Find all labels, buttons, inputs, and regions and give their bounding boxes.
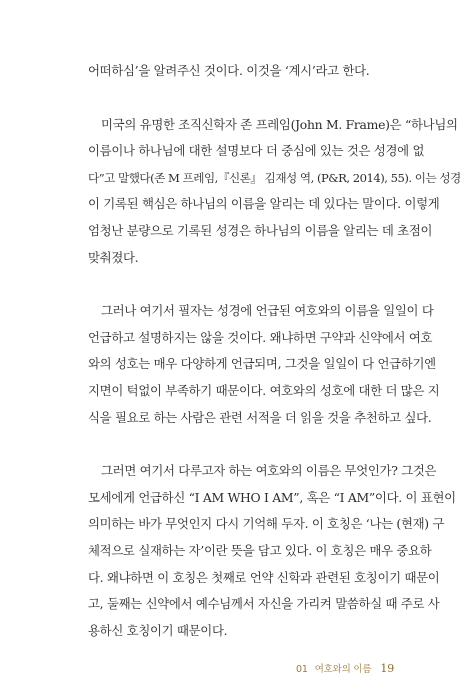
text-line: 이 기록된 핵심은 하나님의 이름을 알리는 데 있다는 말이다. 이렇게 [88, 196, 440, 212]
text-line: 모세에게 언급하신 “I AM WHO I AM”, 혹은 “I AM”이다. 이 표현이 [88, 489, 456, 505]
paragraph [88, 298, 440, 431]
chapter-number: 01 [296, 664, 308, 675]
page-footer [296, 661, 394, 675]
paragraph [88, 112, 461, 272]
paragraph-gap [88, 271, 392, 298]
text-line: 엄청난 분량으로 기록된 성경은 하나님의 이름을 알리는 데 초점이 [88, 222, 433, 238]
text-line: 체적으로 실재하는 자’이란 뜻을 담고 있다. 이 호칭은 매우 중요하 [88, 542, 432, 558]
text-line: 와의 성호는 매우 다양하게 언급되며, 그것을 일일이 다 언급하기엔 [88, 356, 436, 372]
text-line: 용하신 호칭이기 때문이다. [88, 622, 228, 638]
chapter-title: 여호와의 이름 [314, 664, 372, 675]
text-line: 식을 필요로 하는 사람은 관련 서적을 더 읽을 것을 추천하고 싶다. [88, 409, 432, 425]
text-line: 고, 둘째는 신약에서 예수님께서 자신을 가리켜 말씀하실 때 주로 사 [88, 596, 440, 612]
text-line: 어떠하심’을 알려주신 것이다. 이것을 ‘계시’라고 한다. [88, 63, 370, 78]
text-line: 지면이 턱없이 부족하기 때문이다. 여호와의 성호에 대한 더 많은 지 [88, 382, 440, 398]
paragraph-gap [88, 431, 392, 458]
text-line: 미국의 유명한 조직신학자 존 프레임(John M. Frame)은 “하나님의 [101, 116, 458, 132]
text-line: 다”고 말했다(존 M 프레임,『신론』 김재성 역, (P&R, 2014), 55). 이는 성경 [88, 170, 461, 185]
body-text [88, 58, 461, 644]
text-line: 다. 왜냐하면 이 호칭은 첫째로 언약 신학과 관련된 호칭이기 때문이 [88, 569, 440, 585]
page-number: 19 [380, 662, 394, 675]
paragraph-gap [88, 85, 392, 112]
text-line: 그러면 여기서 다루고자 하는 여호와의 이름은 무엇인가? 그것은 [101, 463, 437, 479]
text-line: 그러나 여기서 필자는 성경에 언급된 여호와의 이름을 일일이 다 [101, 303, 434, 319]
text-line: 언급하고 설명하지는 않을 것이다. 왜냐하면 구약과 신약에서 여호 [88, 329, 433, 345]
paragraph [88, 458, 456, 644]
text-line: 이름이나 하나님에 대한 설명보다 더 중심에 있는 것은 성경에 없 [88, 143, 425, 159]
text-line: 맞춰졌다. [88, 249, 139, 265]
text-line: 의미하는 바가 무엇인지 다시 기억해 두자. 이 호칭은 ‘나는 (현재) 구 [88, 516, 445, 532]
paragraph [88, 58, 392, 85]
